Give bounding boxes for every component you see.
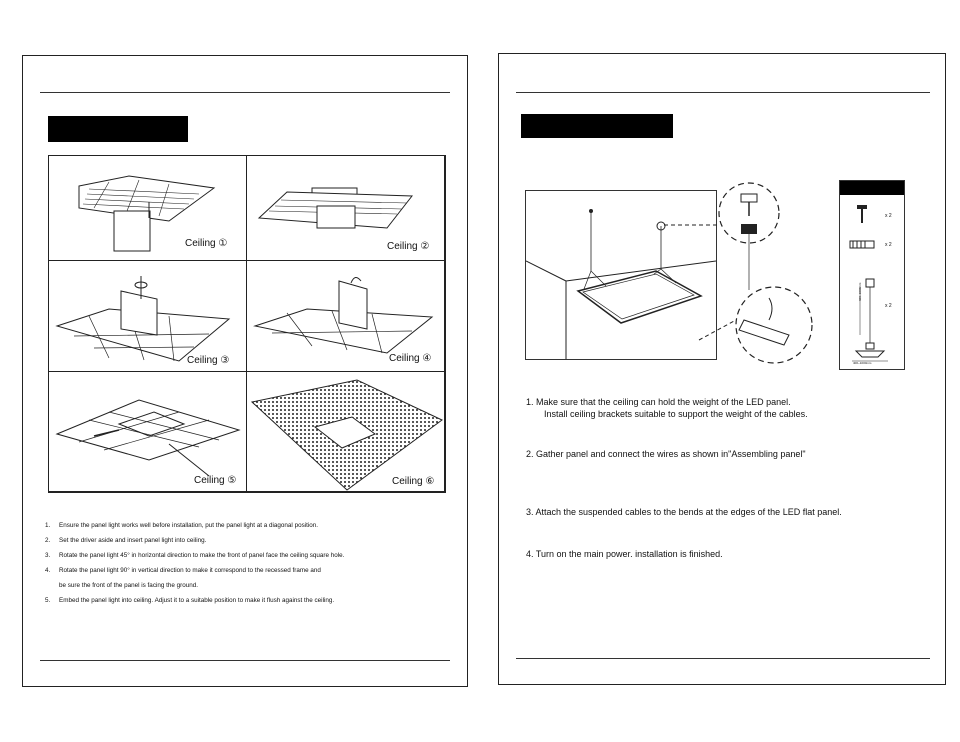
hardware-parts-illustration [840, 195, 904, 369]
diagram-label-3: Ceiling ③ [187, 355, 230, 366]
panel-embedded-illustration [247, 372, 445, 492]
diagram-step-2 [247, 156, 445, 261]
kit-qty-anchor: x 2 [885, 242, 892, 248]
diagram-step-5 [49, 372, 247, 492]
step-item: 4. Rotate the panel light 90° in vertical direction to make it correspond to the recessed frame and [45, 567, 321, 574]
header-rule [516, 92, 930, 93]
diagram-step-4 [247, 261, 445, 372]
kit-qty-cable: x 2 [885, 303, 892, 309]
kit-title-bar [840, 181, 904, 195]
step-item: 5. Embed the panel light into ceiling. Adjust it to a suitable position to make it flush against the ceiling. [45, 597, 335, 604]
diagram-label-6: Ceiling ⑥ [392, 476, 435, 487]
step-item: 2. Gather panel and connect the wires as shown in"Assembling panel" [526, 449, 806, 459]
footer-rule [516, 658, 930, 659]
kit-qty-screw: x 2 [885, 213, 892, 219]
diagram-step-6 [247, 372, 445, 492]
installation-steps-list [45, 518, 455, 608]
diagram-label-5: Ceiling ⑤ [194, 475, 237, 486]
hardware-kit-box [839, 180, 905, 370]
installation-diagram-grid [48, 155, 446, 493]
step-item: 4. Turn on the main power. installation is finished. [526, 549, 723, 559]
diagram-label-2: Ceiling ② [387, 241, 430, 252]
diagram-label-4: Ceiling ④ [389, 353, 432, 364]
footer-rule [40, 660, 450, 661]
manual-page-left [22, 55, 468, 687]
step-item: be sure the front of the panel is facing the ground. [59, 582, 198, 589]
diagram-step-1 [49, 156, 247, 261]
step-item: 3. Rotate the panel light 45° in horizontal direction to make the front of panel face the ceiling square hole. [45, 552, 345, 559]
diagram-step-3 [49, 261, 247, 372]
diagram-label-1: Ceiling ① [185, 238, 228, 249]
step-item: 1. Ensure the panel light works well before installation, put the panel light at a diagonal position. [45, 522, 319, 529]
step-item: 2. Set the driver aside and insert panel light into ceiling. [45, 537, 207, 544]
step-item: 3. Attach the suspended cables to the bends at the edges of the LED flat panel. [526, 507, 842, 517]
manual-page-right [498, 53, 946, 685]
header-rule [40, 92, 450, 93]
step-item: 1. Make sure that the ceiling can hold the weight of the LED panel. Install ceiling brackets suitable to support the weight of the cables. [526, 397, 808, 419]
section-title-bar [521, 114, 673, 138]
recessed-frame-illustration [49, 372, 247, 492]
kit-dim-vertical: 600~1000mm [858, 282, 862, 301]
kit-dim-horizontal: 400~1000mm [853, 361, 872, 365]
section-title-bar [48, 116, 188, 142]
detail-callouts [629, 180, 819, 366]
